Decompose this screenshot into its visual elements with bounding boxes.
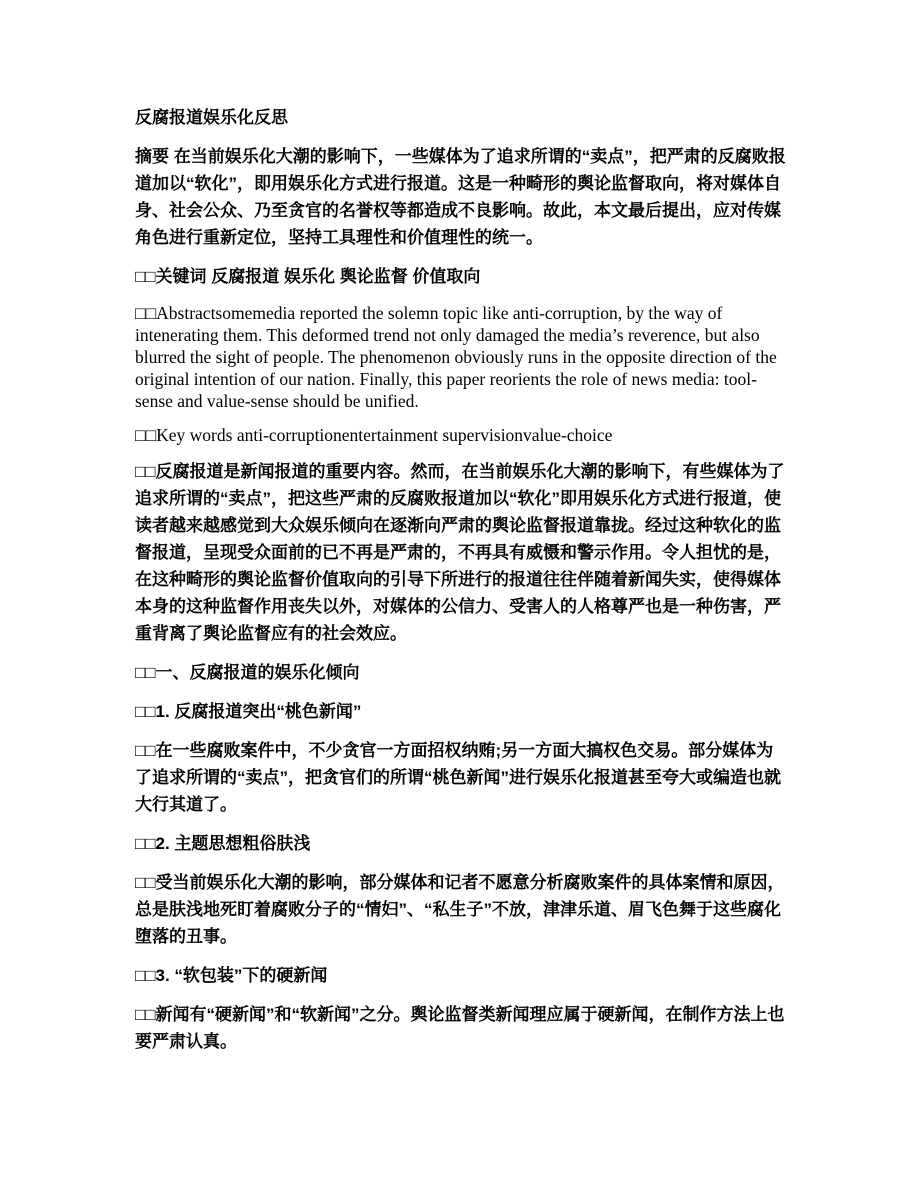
section-1-sub-1-heading: □□1. 反腐报道突出“桃色新闻” xyxy=(135,702,362,721)
section-1-sub-2-heading: □□2. 主题思想粗俗肤浅 xyxy=(135,834,311,853)
section-1-sub-1-paragraph: □□在一些腐败案件中，不少贪官一方面招权纳贿;另一方面大搞权色交易。部分媒体为了追求所谓的“卖点”，把贪官们的所谓“桃色新闻”进行娱乐化报道甚至夸大或编造也就大行其道了。 xyxy=(135,741,781,814)
keywords-cn-line: □□关键词 反腐报道 娱乐化 舆论监督 价值取向 xyxy=(135,267,481,286)
section-1-sub-3-heading: □□3. “软包装”下的硬新闻 xyxy=(135,966,328,985)
abstract-en-paragraph: □□Abstractsomemedia reported the solemn topic like anti-corruption, by the way of intenerating them. This deformed trend not only damaged the media’s reverence, but also blurred the sight of people. The phenomenon obviously runs in the opposite direction of the original intention of our nation. Finally, this paper reorients the role of news media: tool-sense and value-sense should be unified. xyxy=(135,303,777,411)
section-1-sub-3-paragraph: □□新闻有“硬新闻”和“软新闻”之分。舆论监督类新闻理应属于硬新闻，在制作方法上也要严肃认真。 xyxy=(135,1005,785,1051)
section-1-sub-2-paragraph: □□受当前娱乐化大潮的影响，部分媒体和记者不愿意分析腐败案件的具体案情和原因，总是肤浅地死盯着腐败分子的“情妇”、“私生子”不放，津津乐道、眉飞色舞于这些腐化堕落的丑事。 xyxy=(135,873,785,946)
keywords-en-line: □□Key words anti-corruptionentertainment supervisionvalue-choice xyxy=(135,425,613,445)
section-1-heading: □□一、反腐报道的娱乐化倾向 xyxy=(135,663,360,682)
doc-title: 反腐报道娱乐化反思 xyxy=(135,108,288,127)
abstract-cn-paragraph: 摘要 在当前娱乐化大潮的影响下，一些媒体为了追求所谓的“卖点”，把严肃的反腐败报道加以“软化”，即用娱乐化方式进行报道。这是一种畸形的舆论监督取向，将对媒体自身、社会公众、乃至贪官的名誉权等都造成不良影响。故此，本文最后提出，应对传媒角色进行重新定位，坚持工具理性和价值理性的统一。 xyxy=(135,147,786,247)
intro-paragraph: □□反腐报道是新闻报道的重要内容。然而，在当前娱乐化大潮的影响下，有些媒体为了追求所谓的“卖点”，把这些严肃的反腐败报道加以“软化”即用娱乐化方式进行报道，使读者越来越感觉到大众娱乐倾向在逐渐向严肃的舆论监督报道靠拢。经过这种软化的监督报道，呈现受众面前的已不再是严肃的，不再具有威慑和警示作用。令人担忧的是，在这种畸形的舆论监督价值取向的引导下所进行的报道往往伴随着新闻失实，使得媒体本身的这种监督作用丧失以外，对媒体的公信力、受害人的人格尊严也是一种伤害，严重背离了舆论监督应有的社会效应。 xyxy=(135,462,785,643)
